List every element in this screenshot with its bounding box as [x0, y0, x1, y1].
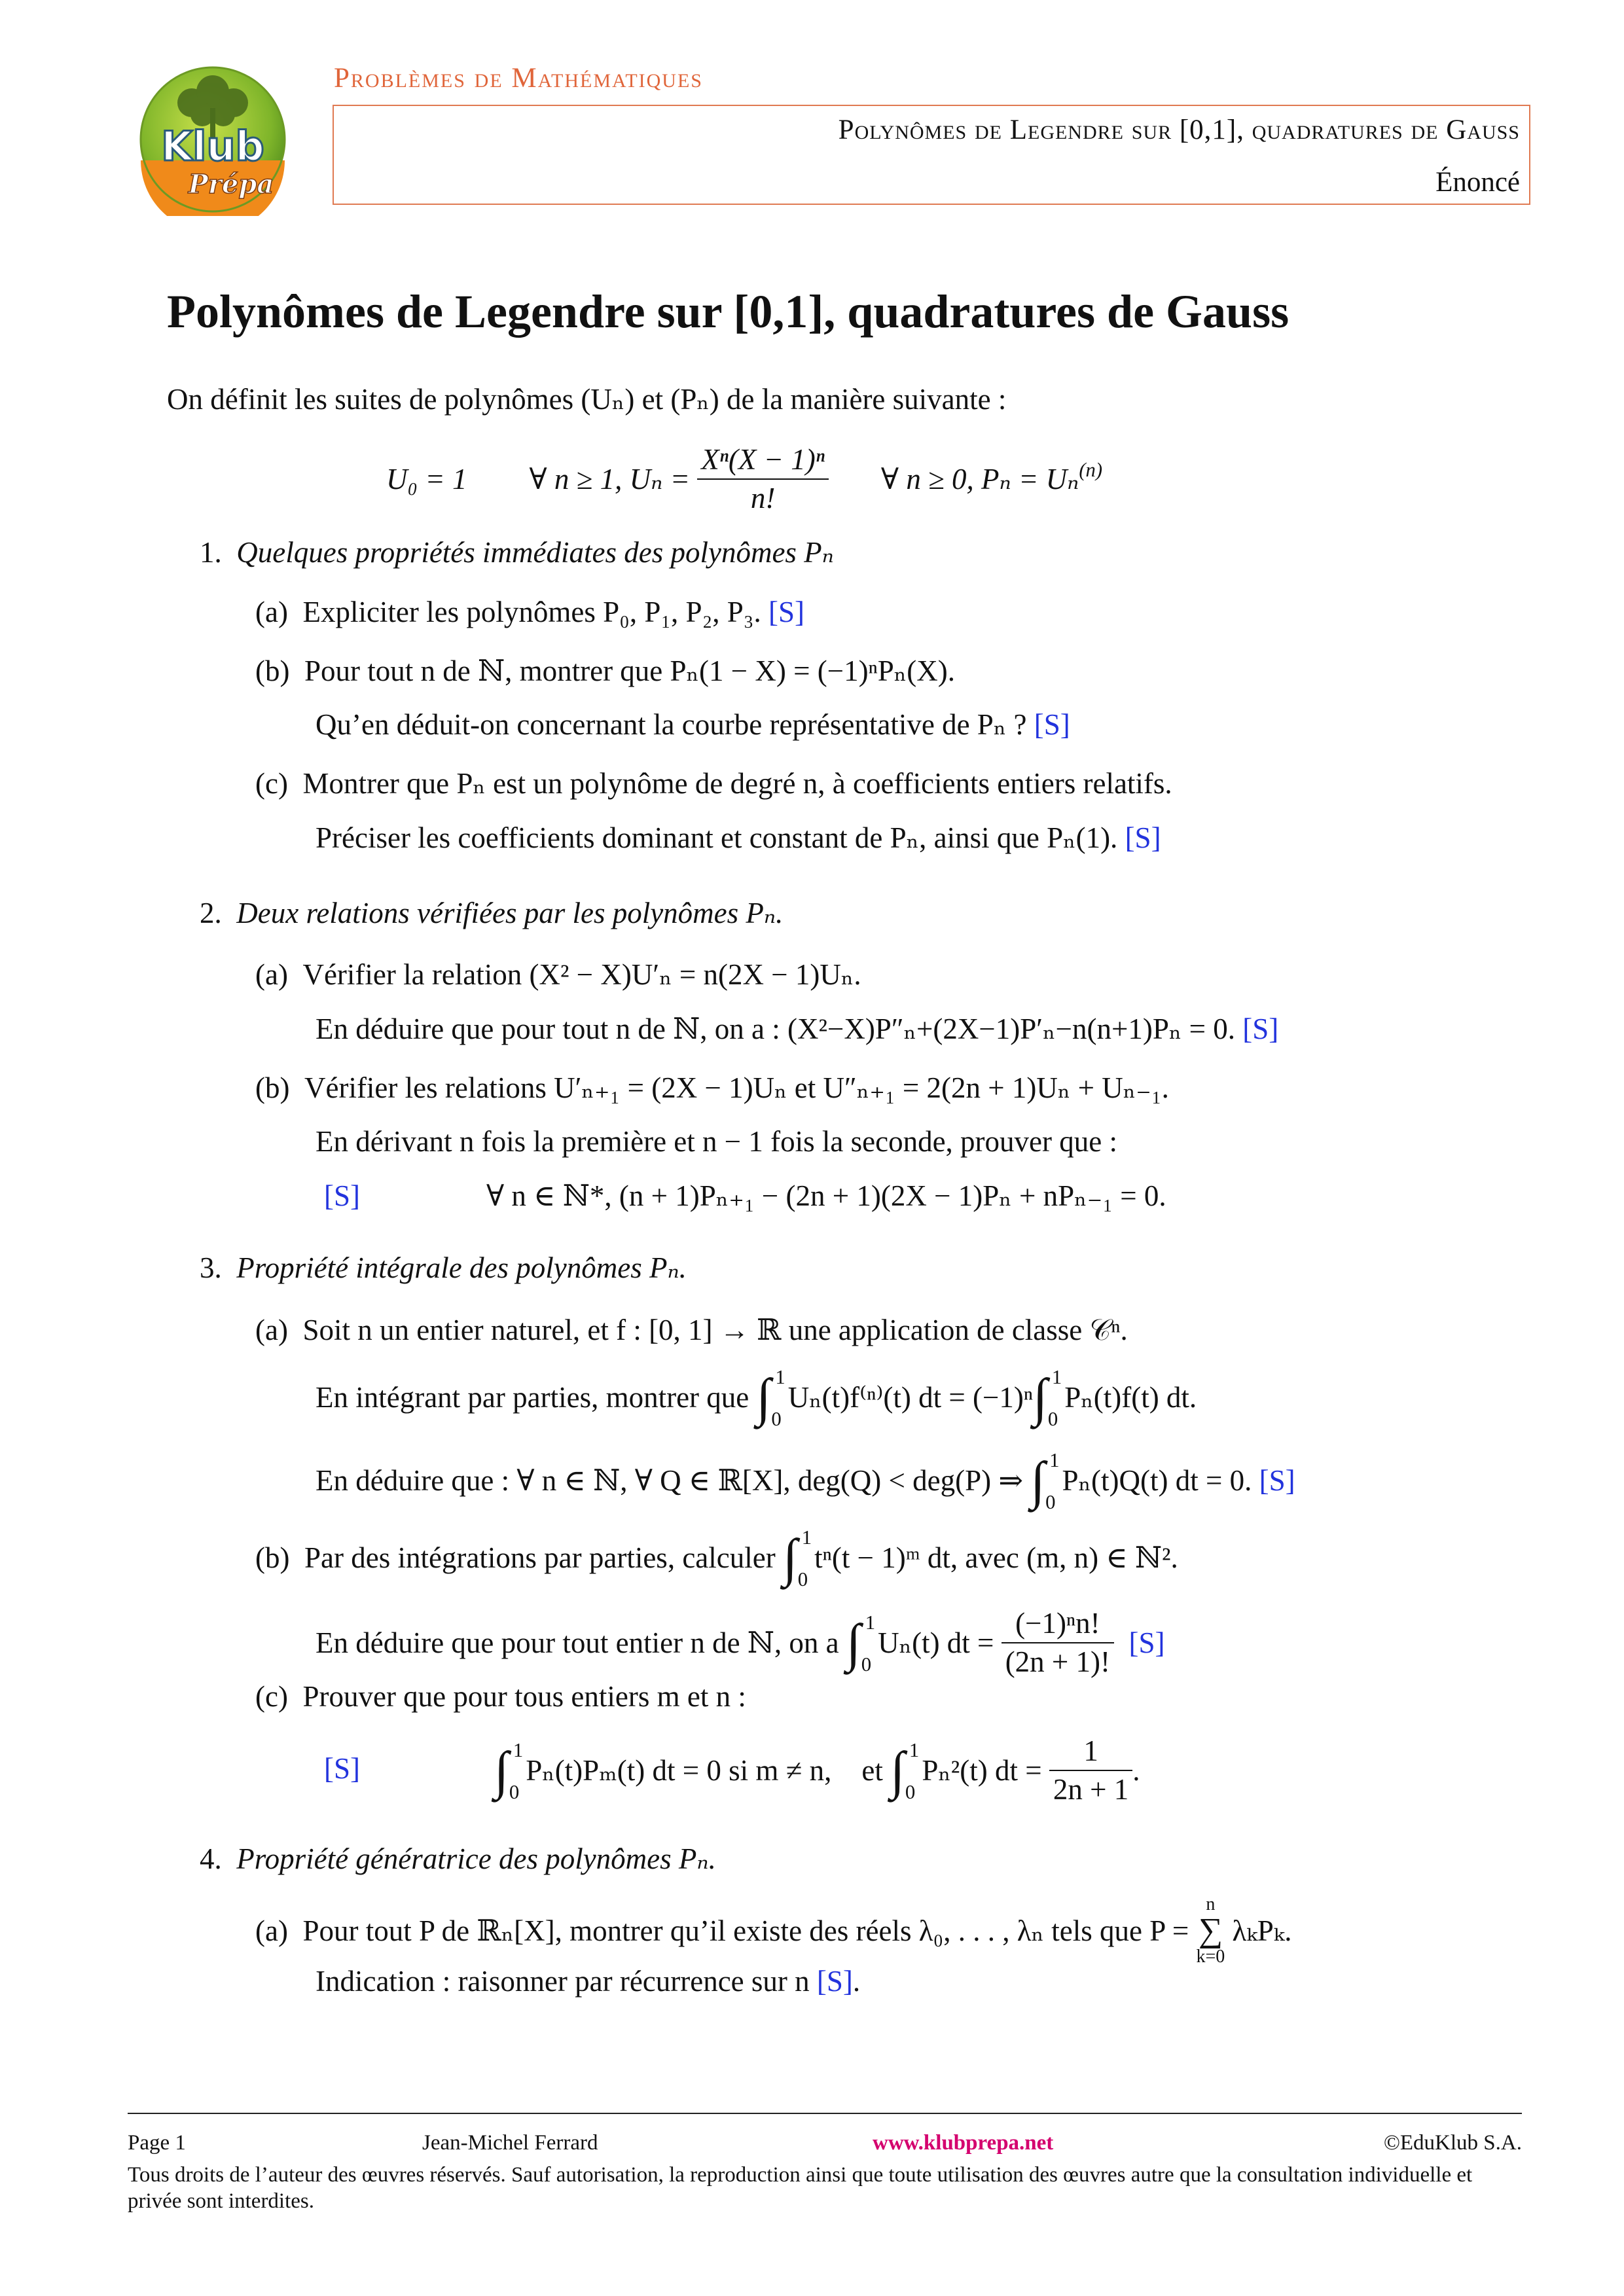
s1-item-a — [255, 598, 804, 627]
sum-symbol: n ∑ k=0 — [1196, 1894, 1225, 1967]
item-text: Vérifier la relation (X² − X)U′ₙ = n(2X − 1)Uₙ. — [302, 958, 861, 991]
footer-url-link[interactable]: www.klubprepa.net — [873, 2131, 1054, 2155]
def-un-fraction — [697, 445, 829, 513]
item-text: Par des intégrations par parties, calculer — [304, 1541, 776, 1574]
page-title: Polynômes de Legendre sur [0,1], quadratures de Gauss — [167, 285, 1290, 338]
integral-sign: ∫ 1 0 — [1030, 1448, 1060, 1513]
period: . — [1132, 1753, 1140, 1787]
section-number: 3. — [200, 1251, 222, 1284]
solution-link[interactable]: [S] — [1034, 708, 1070, 741]
s1-item-b-cont — [316, 710, 1070, 740]
item-label: (a) — [255, 958, 288, 991]
s3-item-a-cont — [316, 1358, 1197, 1437]
footer-page: Page 1 — [128, 2131, 186, 2155]
logo-text-prepa: Prépa — [188, 169, 274, 200]
s3-item-a — [255, 1316, 1128, 1345]
footer-copyright: ©EduKlub S.A. — [1383, 2131, 1522, 2155]
item-text: Qu’en déduit-on concernant la courbe représentative de Pₙ ? — [316, 708, 1027, 741]
item-text: Expliciter les polynômes P₀, P₁, P₂, P₃. — [302, 596, 761, 628]
s4-item-a-hint: Indication : raisonner par récurrence sur n [S]. — [316, 1965, 861, 1998]
formula-text: ∀ n ∈ ℕ*, (n + 1)Pₙ₊₁ − (2n + 1)(2X − 1)Pₙ + nPₙ₋₁ = 0. — [486, 1179, 1166, 1212]
section-number: 2. — [200, 897, 222, 929]
integrand: Uₙ(t)f⁽ⁿ⁾(t) dt = (−1)ⁿ — [787, 1380, 1034, 1414]
integrand: Pₙ(t)Pₘ(t) dt = 0 si m ≠ n, — [526, 1753, 832, 1787]
section-3-heading — [200, 1253, 687, 1283]
item-text: En déduire que pour tout n de ℕ, on a : (X²−X)P″ₙ+(2X−1)P′ₙ−n(n+1)Pₙ = 0. — [316, 1013, 1235, 1045]
header-box — [333, 105, 1530, 205]
s3-item-b-cont — [316, 1600, 1165, 1685]
item-label: (a) — [255, 596, 288, 628]
item-text: Soit n un entier naturel, et f : [0, 1] → ℝ une application de classe 𝒞ⁿ. — [302, 1314, 1128, 1346]
document-type: Énoncé — [1435, 167, 1520, 198]
integrand: tⁿ(t − 1)ᵐ dt, avec (m, n) ∈ ℕ². — [814, 1541, 1178, 1574]
intro-text: On définit les suites de polynômes (Uₙ) et (Pₙ) de la manière suivante : — [167, 383, 1007, 416]
document-subtitle: Polynômes de Legendre sur [0,1], quadratures de Gauss — [838, 115, 1520, 145]
integral-sign: ∫ 1 0 — [782, 1526, 812, 1590]
solution-link[interactable]: [S] — [324, 1752, 360, 1785]
section-title: Deux relations vérifiées par les polynômes Pₙ. — [236, 897, 784, 929]
s2-item-a-cont — [316, 1014, 1278, 1044]
numerator: (−1)ⁿn! — [1001, 1609, 1114, 1643]
conjunction: et — [861, 1753, 883, 1787]
integral-sign: ∫ 1 0 — [756, 1365, 785, 1430]
solution-link[interactable]: [S] — [1125, 821, 1161, 854]
integrand: Uₙ(t) dt = — [878, 1626, 994, 1659]
section-number: 1. — [200, 536, 222, 569]
s3-orthogonality — [494, 1728, 1140, 1813]
item-text: Indication : raisonner par récurrence sur n — [316, 1965, 810, 1998]
integrand: Pₙ²(t) dt = — [922, 1753, 1042, 1787]
item-text: Pour tout n de ℕ, montrer que Pₙ(1 − X) = (−1)ⁿPₙ(X). — [304, 655, 955, 687]
klubprepa-logo — [115, 62, 311, 216]
integrand: Pₙ(t)Q(t) dt = 0. — [1062, 1463, 1252, 1497]
s1-item-b — [255, 656, 955, 686]
definition-line: U₀ = 1 ∀ n ≥ 1, Uₙ = $\frac{\text{Xⁿ(X − 1)ⁿ}}{n!}$ ∀ n ≥ 0, Pₙ = Uₙ $^{(n)}$ — [386, 443, 1103, 514]
s1-item-c-cont — [316, 823, 1161, 853]
sum-term: λₖPₖ. — [1232, 1914, 1292, 1947]
item-label: (b) — [255, 1071, 290, 1104]
denominator: (2n + 1)! — [1005, 1645, 1111, 1678]
fraction — [1001, 1609, 1114, 1677]
solution-link[interactable]: [S] — [816, 1965, 853, 1998]
def-u0: U₀ = 1 — [386, 462, 467, 495]
def-pn-lhs: ∀ n ≥ 0, Pₙ = Uₙ — [880, 462, 1079, 495]
item-text: Prouver que pour tous entiers m et n : — [302, 1680, 746, 1713]
item-label: (c) — [255, 1680, 288, 1713]
footer-legal-notice: Tous droits de l’auteur des œuvres réservés. Sauf autorisation, la reproduction ainsi que toute utilisation des œuvres autre que la consultation individuelle et privée sont interdites. — [128, 2163, 1473, 2214]
item-text: Préciser les coefficients dominant et constant de Pₙ, ainsi que Pₙ(1). — [316, 821, 1118, 854]
denominator: 2n + 1 — [1053, 1773, 1129, 1806]
integral-sign: ∫ 1 0 — [494, 1738, 524, 1803]
section-number: 4. — [200, 1842, 222, 1875]
item-text: Montrer que Pₙ est un polynôme de degré n, à coefficients entiers relatifs. — [302, 767, 1172, 800]
s2-item-a — [255, 960, 861, 990]
section-title: Propriété intégrale des polynômes Pₙ. — [236, 1251, 687, 1284]
solution-link[interactable]: [S] — [324, 1179, 360, 1212]
item-label: (c) — [255, 767, 288, 800]
footer-author: Jean-Michel Ferrard — [422, 2131, 598, 2155]
item-text: Pour tout P de ℝₙ[X], montrer qu’il existe des réels λ₀, . . . , λₙ tels que P = — [302, 1914, 1189, 1947]
s2-item-b-formula — [324, 1181, 360, 1211]
item-label: (a) — [255, 1314, 288, 1346]
integral-sign: ∫ 1 0 — [1033, 1365, 1062, 1430]
series-title: Problèmes de Mathématiques — [334, 63, 703, 94]
s3-item-c — [255, 1682, 746, 1712]
solution-link[interactable]: [S] — [768, 596, 804, 628]
s3-item-b — [255, 1518, 1178, 1597]
solution-link[interactable]: [S] — [1242, 1013, 1279, 1045]
def-un-numerator: Xⁿ(X − 1)ⁿ — [697, 445, 829, 480]
s3-item-a-deduce — [316, 1441, 1295, 1520]
section-title: Quelques propriétés immédiates des polynômes Pₙ — [236, 536, 834, 569]
logo-text-klub: Klub — [161, 122, 264, 170]
s2-item-b-cont — [316, 1127, 1117, 1157]
s2-recurrence — [486, 1181, 1166, 1211]
section-title: Propriété génératrice des polynômes Pₙ. — [236, 1842, 716, 1875]
item-label: (a) — [255, 1914, 288, 1947]
footer-rule — [128, 2113, 1522, 2114]
s1-item-c — [255, 769, 1172, 798]
integral-sign: ∫ 1 0 — [846, 1611, 876, 1676]
item-text: En déduire que pour tout entier n de ℕ, on a — [316, 1626, 839, 1659]
s2-item-b — [255, 1073, 1169, 1103]
def-un-lhs: ∀ n ≥ 1, Uₙ = — [529, 462, 690, 495]
item-text: En déduire que : ∀ n ∈ ℕ, ∀ Q ∈ ℝ[X], deg(Q) < deg(P) ⇒ — [316, 1463, 1024, 1497]
item-label: (b) — [255, 1541, 290, 1574]
integrand: Pₙ(t)f(t) dt. — [1064, 1380, 1197, 1414]
numerator: 1 — [1049, 1736, 1132, 1771]
item-text: Vérifier les relations U′ₙ₊₁ = (2X − 1)Uₙ et U″ₙ₊₁ = 2(2n + 1)Uₙ + Uₙ₋₁. — [304, 1071, 1169, 1104]
s4-item-a — [255, 1888, 1291, 1973]
section-4-heading — [200, 1844, 716, 1874]
item-label: (b) — [255, 655, 290, 687]
fraction — [1049, 1736, 1132, 1804]
section-1-heading — [200, 538, 834, 567]
def-un-denominator: n! — [750, 482, 776, 514]
solution-link[interactable]: [S] — [1128, 1626, 1165, 1659]
item-text: En dérivant n fois la première et n − 1 fois la seconde, prouver que : — [316, 1125, 1117, 1158]
integral-sign: ∫ 1 0 — [890, 1738, 920, 1803]
item-text: En intégrant par parties, montrer que — [316, 1380, 749, 1414]
solution-link[interactable]: [S] — [1259, 1463, 1295, 1497]
section-2-heading — [200, 899, 783, 928]
s3-item-c-link — [324, 1754, 360, 1784]
